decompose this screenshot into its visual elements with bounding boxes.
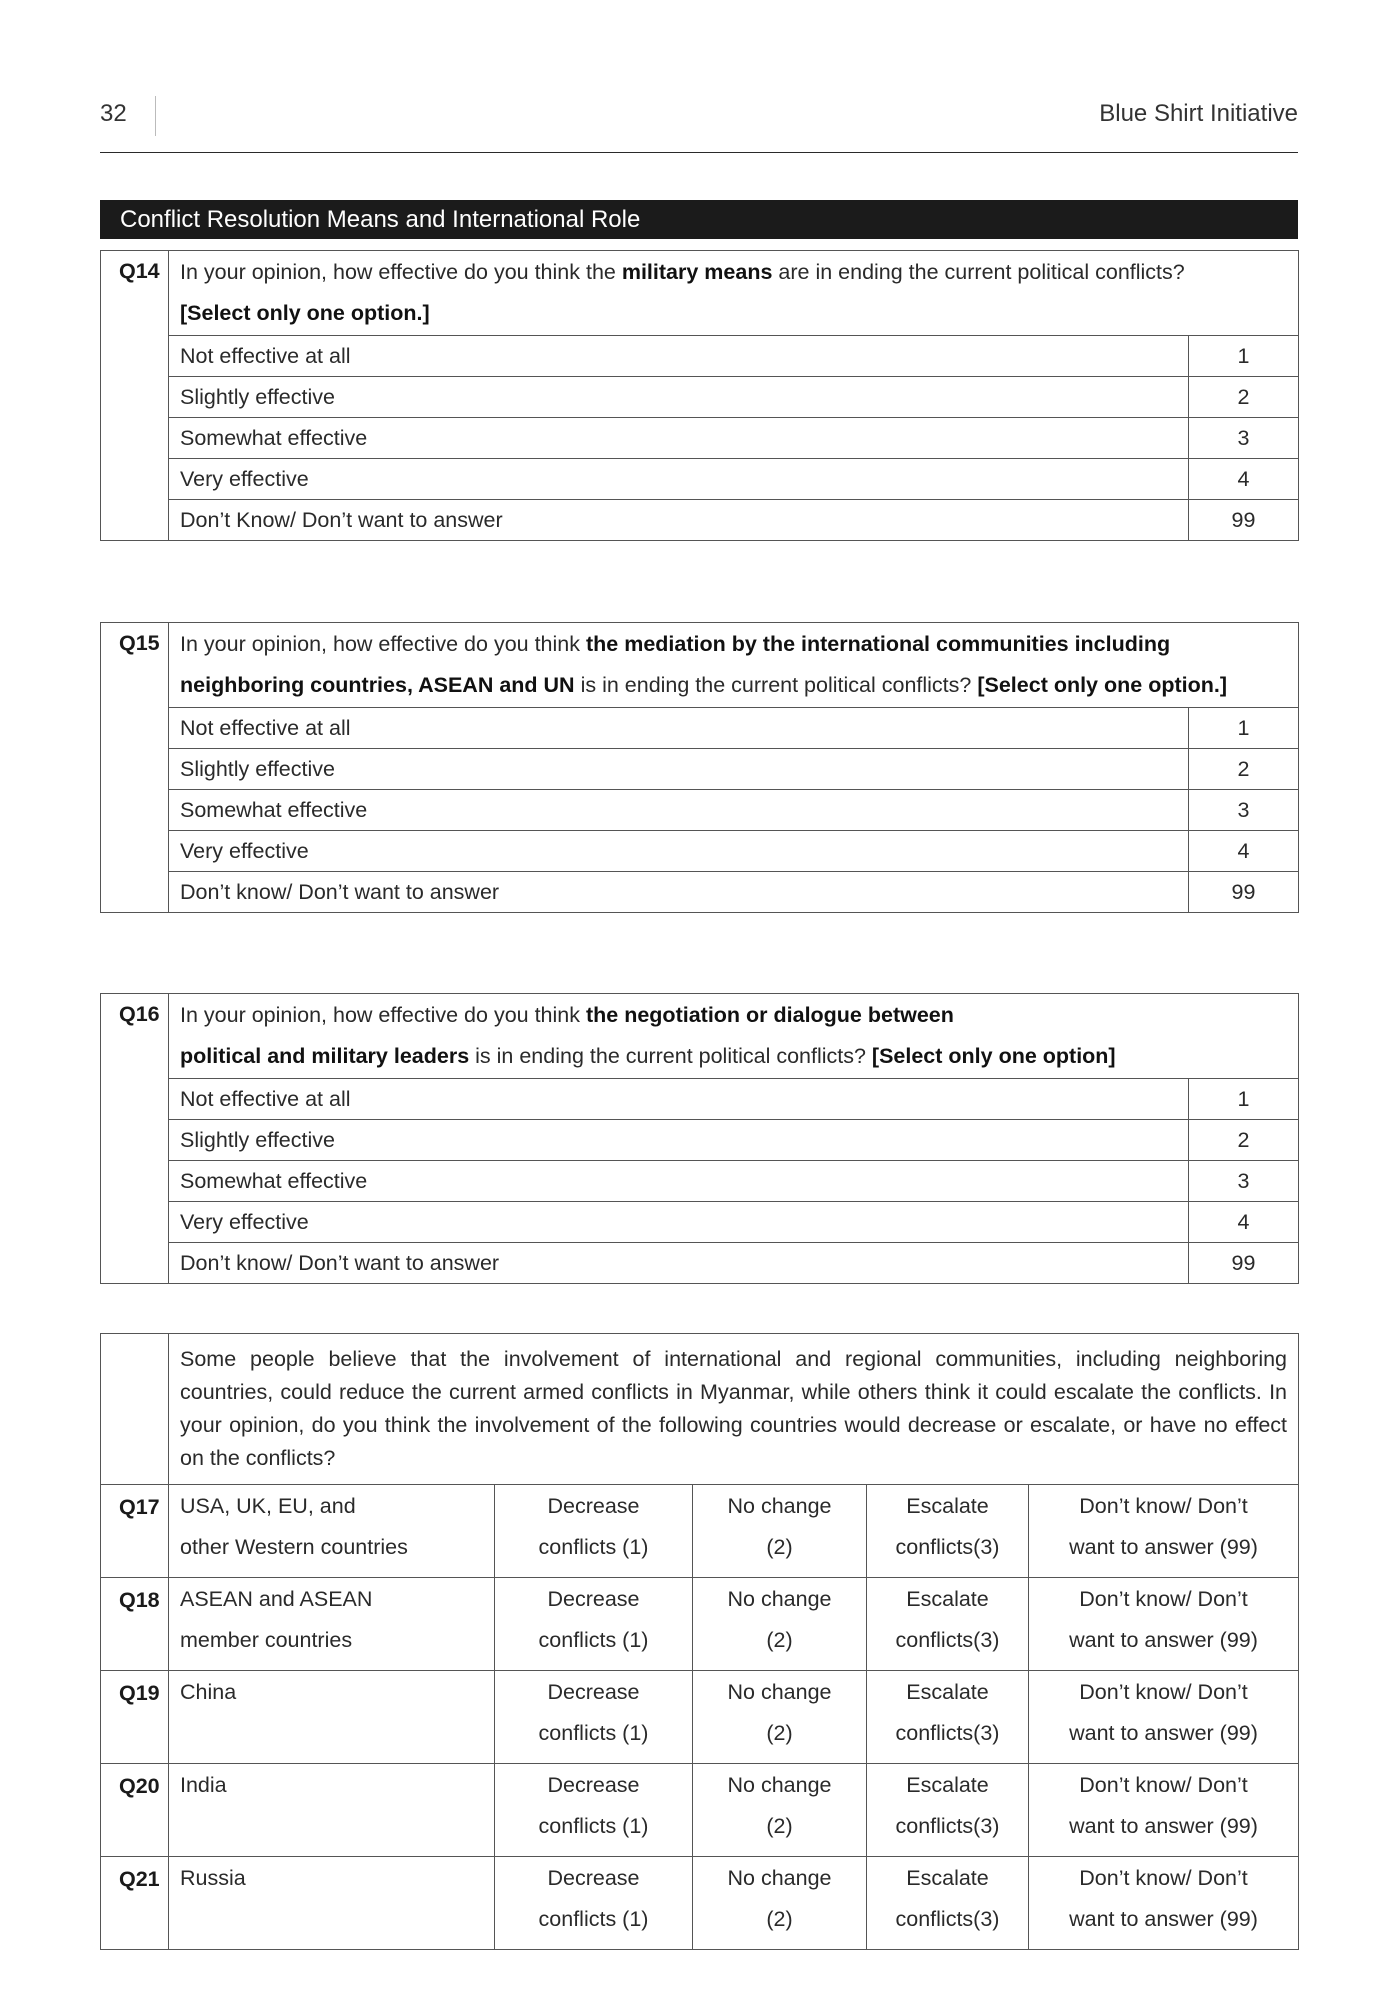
option-code: 3: [1189, 790, 1299, 831]
response-dont-know: Don’t know/ Don’t want to answer (99): [1029, 1857, 1299, 1950]
response-decrease: Decrease conflicts (1): [495, 1764, 693, 1857]
page-number: 32: [100, 100, 127, 127]
country-label: USA, UK, EU, and other Western countries: [169, 1485, 495, 1578]
option-label: Not effective at all: [169, 708, 1189, 749]
question-number: Q16: [101, 994, 169, 1284]
question-text: In your opinion, how effective do you think the military means are in ending the current political conflicts? [Select only one option.]: [169, 251, 1299, 336]
option-code: 1: [1189, 336, 1299, 377]
question-number: Q14: [101, 251, 169, 541]
response-escalate: Escalate conflicts(3): [867, 1764, 1029, 1857]
response-decrease: Decrease conflicts (1): [495, 1671, 693, 1764]
response-escalate: Escalate conflicts(3): [867, 1671, 1029, 1764]
option-code: 3: [1189, 1161, 1299, 1202]
option-label: Not effective at all: [169, 1079, 1189, 1120]
q16-table: [100, 993, 1299, 1284]
question-number: Q18: [101, 1578, 169, 1671]
response-dont-know: Don’t know/ Don’t want to answer (99): [1029, 1671, 1299, 1764]
option-label: Not effective at all: [169, 336, 1189, 377]
option-label: Don’t know/ Don’t want to answer: [169, 872, 1189, 913]
table-row: [101, 1485, 1299, 1578]
q15-table: [100, 622, 1299, 913]
option-label: Don’t Know/ Don’t want to answer: [169, 500, 1189, 541]
option-label: Slightly effective: [169, 377, 1189, 418]
response-escalate: Escalate conflicts(3): [867, 1485, 1029, 1578]
page-header: [100, 96, 1298, 153]
response-no-change: No change (2): [693, 1671, 867, 1764]
option-code: 3: [1189, 418, 1299, 459]
question-number: Q17: [101, 1485, 169, 1578]
option-code: 4: [1189, 831, 1299, 872]
option-code: 1: [1189, 708, 1299, 749]
response-decrease: Decrease conflicts (1): [495, 1857, 693, 1950]
response-dont-know: Don’t know/ Don’t want to answer (99): [1029, 1764, 1299, 1857]
option-label: Somewhat effective: [169, 790, 1189, 831]
response-no-change: No change (2): [693, 1857, 867, 1950]
question-text: In your opinion, how effective do you think the mediation by the international communities including neighboring countries, ASEAN and UN is in ending the current political conflicts? [Select only one option.]: [169, 623, 1299, 708]
table-row: [101, 1857, 1299, 1950]
option-label: Very effective: [169, 459, 1189, 500]
option-code: 2: [1189, 1120, 1299, 1161]
country-label: Russia: [169, 1857, 495, 1950]
response-no-change: No change (2): [693, 1485, 867, 1578]
question-number: Q19: [101, 1671, 169, 1764]
question-number: Q21: [101, 1857, 169, 1950]
option-label: Slightly effective: [169, 749, 1189, 790]
response-no-change: No change (2): [693, 1578, 867, 1671]
option-code: 2: [1189, 377, 1299, 418]
option-label: Very effective: [169, 1202, 1189, 1243]
question-text: In your opinion, how effective do you think the negotiation or dialogue between political and military leaders is in ending the current political conflicts? [Select only one option]: [169, 994, 1299, 1079]
response-no-change: No change (2): [693, 1764, 867, 1857]
response-decrease: Decrease conflicts (1): [495, 1485, 693, 1578]
question-number: Q15: [101, 623, 169, 913]
document-title: Blue Shirt Initiative: [1099, 100, 1298, 127]
response-escalate: Escalate conflicts(3): [867, 1857, 1029, 1950]
option-label: Somewhat effective: [169, 1161, 1189, 1202]
table-row: [101, 1764, 1299, 1857]
intro-number-cell: [101, 1334, 169, 1485]
option-code: 99: [1189, 1243, 1299, 1284]
question-number: Q20: [101, 1764, 169, 1857]
response-dont-know: Don’t know/ Don’t want to answer (99): [1029, 1578, 1299, 1671]
response-dont-know: Don’t know/ Don’t want to answer (99): [1029, 1485, 1299, 1578]
country-label: India: [169, 1764, 495, 1857]
option-code: 1: [1189, 1079, 1299, 1120]
table-row: [101, 1578, 1299, 1671]
country-involvement-table: [100, 1333, 1299, 1950]
country-label: ASEAN and ASEAN member countries: [169, 1578, 495, 1671]
option-code: 4: [1189, 459, 1299, 500]
involvement-intro: Some people believe that the involvement of international and regional communities, including neighboring countries, could reduce the current armed conflicts in Myanmar, while others think it could escalate the conflicts. In your opinion, do you think the involvement of the following countries would decrease or escalate, or have no effect on the conflicts?: [169, 1334, 1299, 1485]
country-label: China: [169, 1671, 495, 1764]
header-divider: [155, 96, 156, 136]
response-escalate: Escalate conflicts(3): [867, 1578, 1029, 1671]
option-label: Very effective: [169, 831, 1189, 872]
option-code: 99: [1189, 500, 1299, 541]
option-label: Don’t know/ Don’t want to answer: [169, 1243, 1189, 1284]
option-code: 2: [1189, 749, 1299, 790]
option-label: Somewhat effective: [169, 418, 1189, 459]
option-label: Slightly effective: [169, 1120, 1189, 1161]
option-code: 4: [1189, 1202, 1299, 1243]
option-code: 99: [1189, 872, 1299, 913]
table-row: [101, 1671, 1299, 1764]
section-title: Conflict Resolution Means and International Role: [100, 200, 1298, 239]
response-decrease: Decrease conflicts (1): [495, 1578, 693, 1671]
q14-table: [100, 250, 1299, 541]
